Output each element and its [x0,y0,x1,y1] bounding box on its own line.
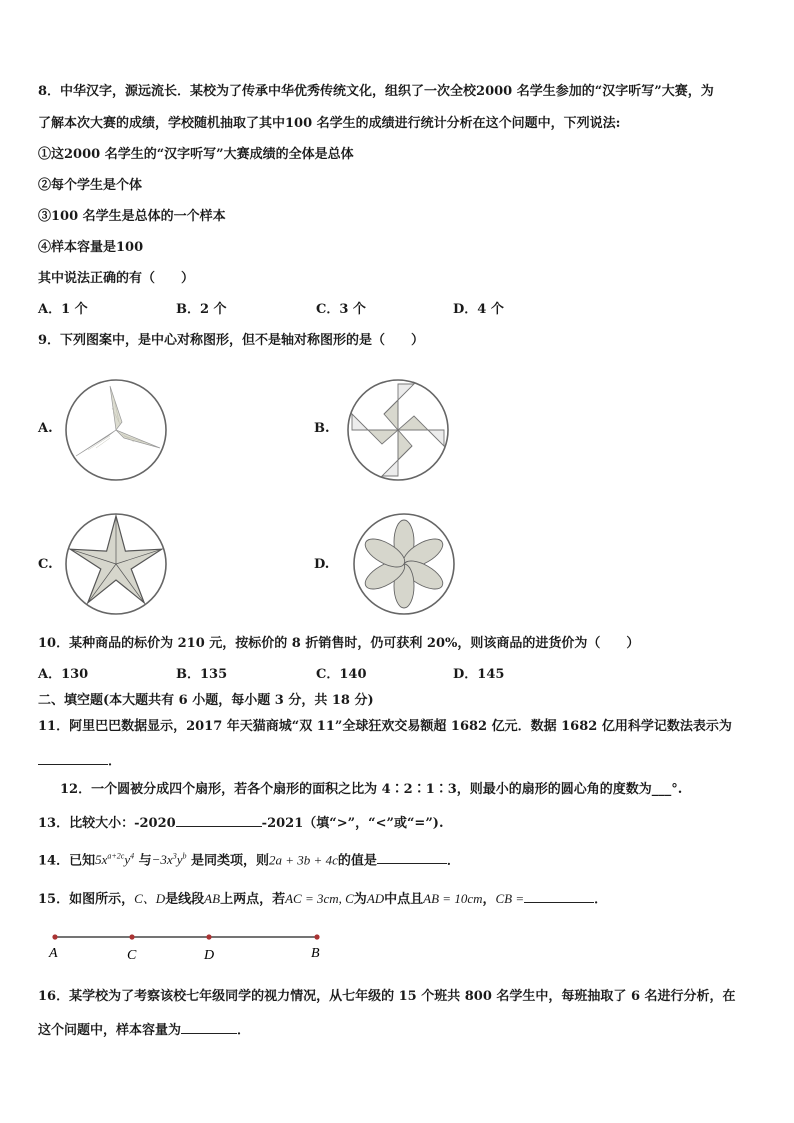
q14-term2: $-3x^3y^b$ [151,852,187,868]
q15-condition-1: AC = 3cm, C [285,891,354,906]
q16-answer-blank[interactable] [181,1019,237,1034]
q8-statement-2: ②每个学生是个体 [38,178,143,193]
q10-option-c: C．140 [316,667,367,682]
q13-line [38,812,443,833]
figure-a-propeller [64,378,168,482]
q13-part-b: -2021（填“>”，“<”或“=”). [261,816,444,831]
q13-answer-blank[interactable] [176,812,262,827]
q15-points: C、D [134,891,166,906]
q9-label-b: B. [314,421,330,436]
q8-option-d: D．4 个 [453,302,504,317]
q8-option-b: B．2 个 [176,302,227,317]
q14-part-a: 14．已知 [38,853,96,869]
point-d [206,934,211,939]
q14-expression: 2a + 3b + 4c [269,852,338,868]
q14-line [38,848,460,870]
q15-ask: CB = [495,891,525,906]
q16-part-a: 这个问题中，样本容量为 [38,1023,182,1038]
q9-stem: 9．下列图案中，是中心对称图形，但不是轴对称图形的是（ ） [38,333,425,348]
label-c: C [127,948,137,963]
q11-line2 [38,750,121,771]
q10-stem: 10．某种商品的标价为 210 元，按标价的 8 折销售时，仍可获利 20%，则该商品的进货价为（ ） [38,636,640,651]
q15-part-g: ． [594,892,608,907]
q8-question: 其中说法正确的有（ ） [38,271,195,286]
q8-option-c: C．3 个 [316,302,366,317]
q8-statement-1: ①这2000 名学生的“汉字听写”大赛成绩的全体是总体 [38,147,354,162]
q9-label-d: D. [314,557,330,572]
figure-c-star [64,512,168,616]
q10-option-b: B．135 [176,667,228,682]
q16-line1: 16．某学校为了考察该校七年级同学的视力情况，从七年级的 15 个班共 800 名学生中，每班抽取了 6 名进行分析，在 [38,989,736,1004]
q15-segment-2: AD [366,891,385,906]
q15-part-e: 中点且 [384,892,424,907]
q15-answer-blank[interactable] [524,888,594,903]
q8-statement-4: ④样本容量是100 [38,240,144,255]
q15-condition-2: AB = 10cm [423,891,483,906]
q10-option-d: D．145 [453,667,505,682]
figure-b-pinwheel [346,378,450,482]
point-a [52,934,57,939]
q11-answer-blank[interactable] [38,750,108,765]
q8-option-a: A．1 个 [38,302,88,317]
point-c [129,934,134,939]
figure-d-flower [352,512,456,616]
q13-part-a: 13．比较大小：-2020 [38,816,176,831]
q15-line [38,888,607,909]
q8-line2: 了解本次大赛的成绩，学校随机抽取了其中100 名学生的成绩进行统计分析在这个问题中，下列说法: [38,116,621,131]
q16-line2 [38,1019,250,1040]
q14-part-c: 的值是 [337,853,377,869]
q11-line1: 11．阿里巴巴数据显示，2017 年天猫商城“双 11”全球狂欢交易额超 1682 亿元．数据 1682 亿用科学记数法表示为 [38,719,732,734]
q8-statement-3: ③100 名学生是总体的一个样本 [38,209,226,224]
q15-part-b: 是线段 [165,892,205,907]
q14-mid: 与 [138,853,152,869]
point-b [314,934,319,939]
q15-part-f: ， [482,892,496,907]
q15-part-d: 为 [353,892,367,907]
label-d: D [204,948,215,963]
q12-text: 12．一个圆被分成四个扇形，若各个扇形的面积之比为 4∶2∶1∶3，则最小的扇形的圆心角的度数为___°. [60,782,683,797]
q9-label-c: C. [38,557,53,572]
q14-answer-blank[interactable] [377,849,447,864]
q8-line1: 8．中华汉字，源远流长．某校为了传承中华优秀传统文化，组织了一次全校2000 名学生参加的“汉字听写”大赛，为 [38,84,714,99]
q14-part-d: ． [446,853,460,869]
q14-term1: $5x^{a+2c}y^4$ [95,852,135,868]
label-b: B [311,946,320,961]
q14-part-b: 是同类项，则 [191,853,270,869]
q10-option-a: A．130 [38,667,89,682]
section-heading: 二、填空题(本大题共有 6 小题，每小题 3 分，共 18 分) [38,693,374,708]
q16-end: ． [237,1023,251,1038]
q15-segment-figure [40,928,340,964]
q9-label-a: A. [38,421,53,436]
q11-end: ． [108,754,122,769]
q15-part-a: 15．如图所示， [38,892,135,907]
q15-part-c: 上两点，若 [220,892,286,907]
label-a: A [49,946,58,961]
q15-segment: AB [204,891,221,906]
